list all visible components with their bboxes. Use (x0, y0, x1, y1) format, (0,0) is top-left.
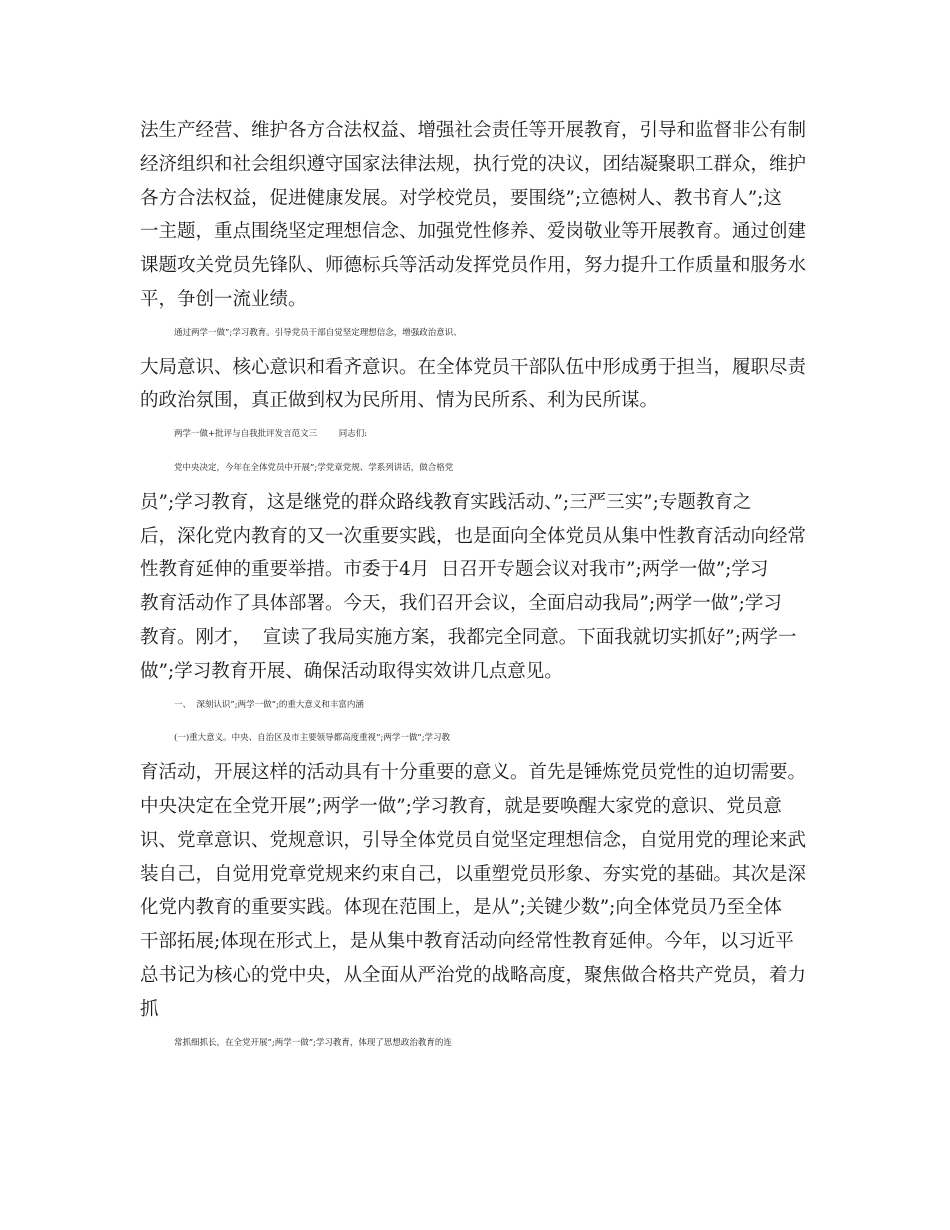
text-line: 性教育延伸的重要举措。市委于4月 日召开专题会议对我市”;两学一做”;学习 (140, 559, 769, 581)
text-line: 的政治氛围，真正做到权为民所用、情为民所系、利为民所谋。 (140, 390, 659, 412)
text-line: 做”;学习教育开展、确保活动取得实效讲几点意见。 (140, 660, 563, 682)
text-line: 教育活动作了具体部署。今天，我们召开会议，全面启动我局”;两学一做”;学习 (140, 593, 782, 615)
text-line: 一、 深刻认识”;两学一做”;的重大意义和丰富内涵 (174, 699, 364, 710)
text-line: 抓 (140, 998, 159, 1020)
text-line: 识、党章意识、党规意识，引导全体党员自觉坚定理想信念，自觉用党的理论来武 (140, 829, 807, 851)
text-line: 大局意识、核心意识和看齐意识。在全体党员干部队伍中形成勇于担当，履职尽责 (140, 356, 807, 378)
text-line: 化党内教育的重要实践。体现在范围上，是从”;关键少数”;向全体党员乃至全体 (140, 897, 782, 919)
text-line: 两学一做+批评与自我批评发言范文三 同志们: (174, 429, 368, 440)
text-line: 后，深化党内教育的又一次重要实践，也是面向全体党员从集中性教育活动向经常 (140, 525, 807, 547)
text-line: 装自己，自觉用党章党规来约束自己，以重塑党员形象、夯实党的基础。其次是深 (140, 863, 807, 885)
text-line: (一)重大意义。中央、自治区及市主要领导都高度重视”;两学一做”;学习教 (174, 733, 451, 744)
text-line: 党中央决定，今年在全体党员中开展”;学党章党规、学系列讲话，做合格党 (174, 462, 454, 473)
text-line: 法生产经营、维护各方合法权益、增强社会责任等开展教育，引导和监督非公有制 (140, 120, 807, 141)
text-line: 教育。刚才， 宣读了我局实施方案，我都完全同意。下面我就切实抓好”;两学一 (140, 626, 797, 648)
text-line: 育活动，开展这样的活动具有十分重要的意义。首先是锤炼党员党性的迫切需要。 (140, 762, 807, 784)
text-line: 总书记为核心的党中央，从全面从严治党的战略高度，聚焦做合格共产党员，着力 (140, 964, 807, 986)
text-line: 干部拓展;体现在形式上，是从集中教育活动向经常性教育延伸。今年，以习近平 (140, 931, 794, 953)
text-line: 员”;学习教育，这是继党的群众路线教育实践活动、”;三严三实”;专题教育之 (140, 491, 752, 513)
text-line: 各方合法权益，促进健康发展。对学校党员，要围绕”;立德树人、教书育人”;这 (140, 187, 782, 209)
text-line: 中央决定在全党开展”;两学一做”;学习教育，就是要唤醒大家党的意识、党员意 (140, 795, 782, 817)
text-line: 通过两学一做”;学习教育。引导党员干部自觉坚定理想信念，增强政治意识、 (174, 327, 462, 338)
text-line: 常抓细抓长，在全党开展”;两学一做”;学习教育，体现了思想政治教育的连 (174, 1037, 452, 1048)
text-line: 一主题，重点围绕坚定理想信念、加强党性修养、爱岗敬业等开展教育。通过创建 (140, 221, 807, 243)
document-body (140, 114, 830, 1060)
text-line: 经济组织和社会组织遵守国家法律法规，执行党的决议，团结凝聚职工群众，维护 (140, 153, 807, 175)
text-line: 课题攻关党员先锋队、师德标兵等活动发挥党员作用，努力提升工作质量和服务水 (140, 255, 807, 277)
text-line: 平，争创一流业绩。 (140, 288, 307, 310)
